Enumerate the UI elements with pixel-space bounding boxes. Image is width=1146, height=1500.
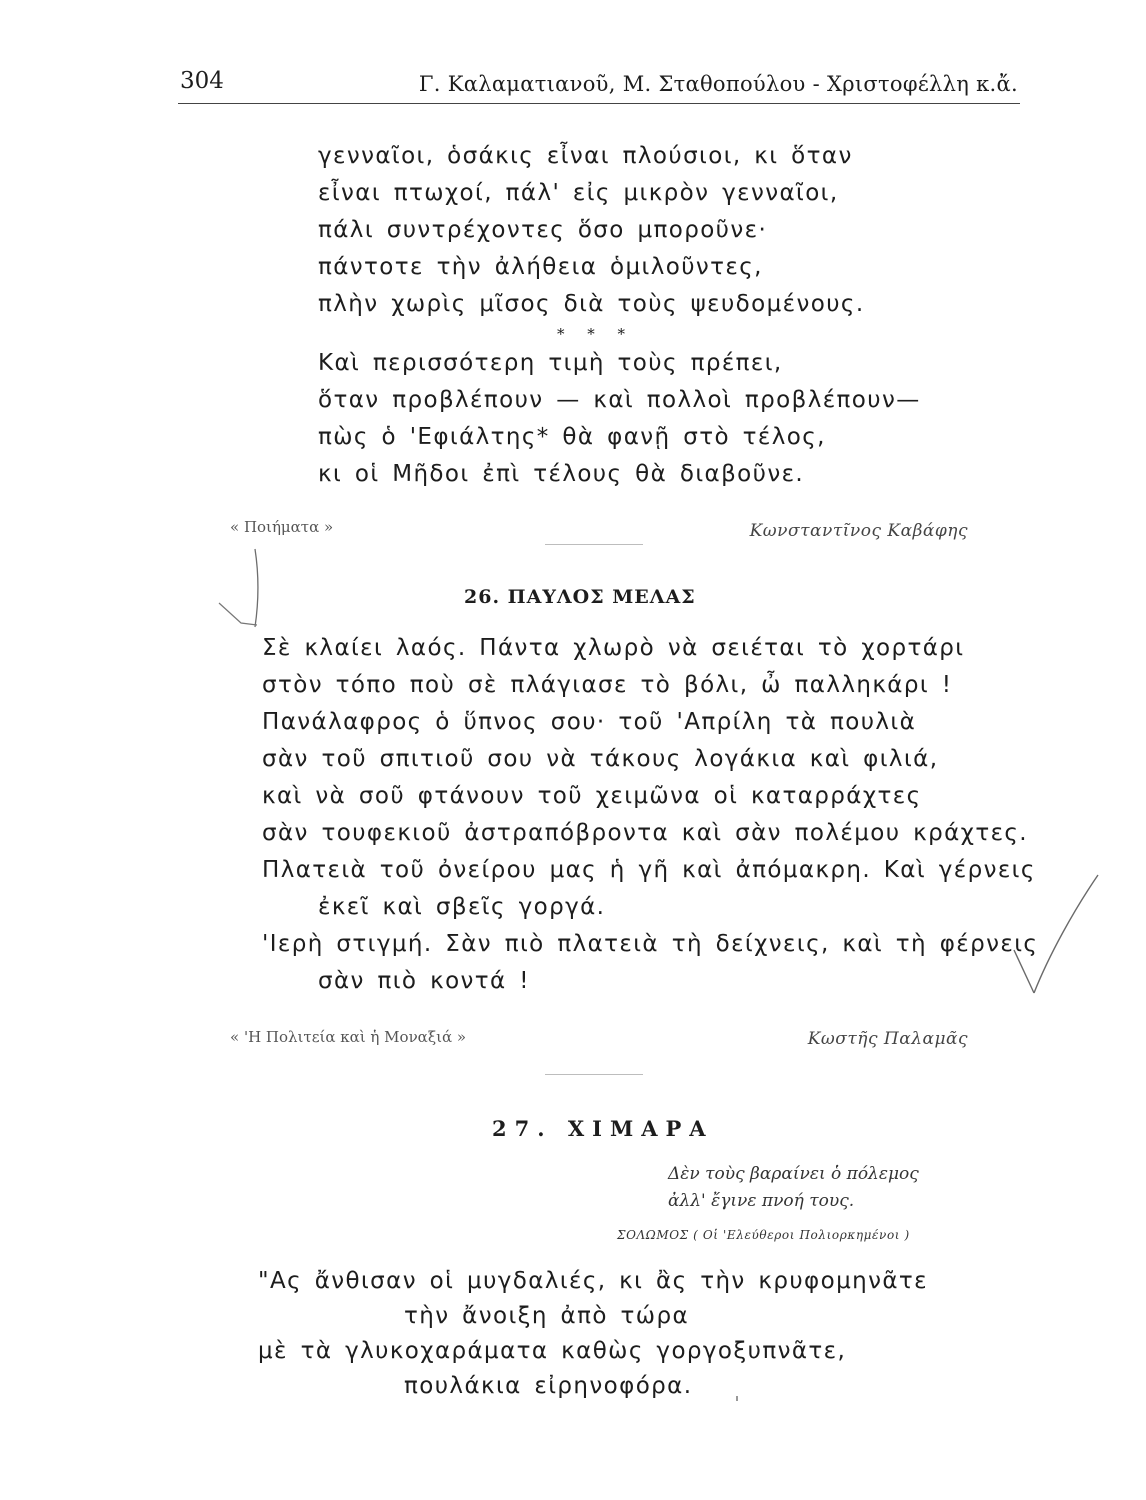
epigraph-line: ἀλλ' ἔγινε πνοή τους. xyxy=(668,1191,855,1211)
poem-line: 'Ιερὴ στιγμή. Σὰν πιὸ πλατειὰ τὴ δείχνεις, καὶ τὴ φέρνεις xyxy=(262,931,1039,957)
author-name: Κωνσταντῖνος Καβάφης xyxy=(749,521,968,541)
poem-line: ἐκεῖ καὶ σβεῖς γοργά. xyxy=(318,894,606,920)
poem-line: Πλατειὰ τοῦ ὀνείρου μας ἡ γῆ καὶ ἀπόμακρη. Καὶ γέρνεις xyxy=(262,857,1036,883)
poem-line: πάλι συντρέχοντες ὅσο μποροῦνε· xyxy=(318,217,768,243)
poem-line: "Ας ἄνθισαν οἱ μυγδαλιές, κι ἂς τὴν κρυφομηνᾶτε xyxy=(258,1268,928,1294)
poem-line: καὶ νὰ σοῦ φτάνουν τοῦ χειμῶνα οἱ καταρράχτες xyxy=(262,783,922,809)
section-title: 27. ΧΙΜΑΡΑ xyxy=(492,1116,714,1141)
poem-line: πὼς ὁ 'Εφιάλτης* θὰ φανῇ στὸ τέλος, xyxy=(318,424,826,450)
separator-rule xyxy=(545,1074,643,1075)
poem-line: πάντοτε τὴν ἀλήθεια ὁμιλοῦντες, xyxy=(318,254,763,280)
poem-line: μὲ τὰ γλυκοχαράματα καθὼς γοργοξυπνᾶτε, xyxy=(258,1338,847,1364)
poem-line: πλὴν χωρὶς μῖσος διὰ τοὺς ψευδομένους. xyxy=(318,291,865,317)
poem-line: τὴν ἄνοιξη ἀπὸ τώρα xyxy=(404,1303,690,1329)
source-citation: « 'Η Πολιτεία καὶ ἡ Μοναξιά » xyxy=(230,1028,467,1046)
ink-speck xyxy=(736,1396,738,1401)
poem-line: σὰν πιὸ κοντά ! xyxy=(318,968,530,994)
epigraph-source: ΣΟΛΩΜΟΣ ( Οἱ 'Ελεύθεροι Πολιορκημένοι ) xyxy=(617,1228,910,1242)
separator-rule xyxy=(545,544,643,545)
header-rule xyxy=(178,103,1020,104)
page-number: 304 xyxy=(180,68,224,94)
poem-line: Καὶ περισσότερη τιμὴ τοὺς πρέπει, xyxy=(318,350,783,376)
section-title: 26. ΠΑΥΛΟΣ ΜΕΛΑΣ xyxy=(464,586,696,608)
poem-line: Σὲ κλαίει λαός. Πάντα χλωρὸ νὰ σειέται τὸ χορτάρι xyxy=(262,635,965,661)
author-name: Κωστῆς Παλαμᾶς xyxy=(807,1029,968,1049)
poem-line: κι οἱ Μῆδοι ἐπὶ τέλους θὰ διαβοῦνε. xyxy=(318,461,805,487)
source-citation: « Ποιήματα » xyxy=(230,518,334,536)
check-mark-icon xyxy=(205,545,275,645)
check-mark-icon xyxy=(1004,865,1114,1015)
stanza-break: * * * xyxy=(557,325,635,343)
poem-line: πουλάκια εἰρηνοφόρα. xyxy=(404,1373,693,1399)
poem-line: Πανάλαφρος ὁ ὕπνος σου· τοῦ 'Απρίλη τὰ πουλιὰ xyxy=(262,709,917,735)
poem-line: εἶναι πτωχοί, πάλ' εἰς μικρὸν γενναῖοι, xyxy=(318,180,839,206)
poem-line: σὰν τουφεκιοῦ ἀστραπόβροντα καὶ σὰν πολέμου κράχτες. xyxy=(262,820,1029,846)
poem-line: γενναῖοι, ὁσάκις εἶναι πλούσιοι, κι ὅταν xyxy=(318,143,853,169)
poem-line: ὅταν προβλέπουν — καὶ πολλοὶ προβλέπουν— xyxy=(318,387,921,413)
running-head: Γ. Καλαματιανοῦ, Μ. Σταθοπούλου - Χριστοφέλλη κ.ἄ. xyxy=(418,72,1018,96)
epigraph-line: Δὲν τοὺς βαραίνει ὁ πόλεμος xyxy=(668,1164,919,1184)
poem-line: σὰν τοῦ σπιτιοῦ σου νὰ τάκους λογάκια καὶ φιλιά, xyxy=(262,746,939,772)
poem-line: στὸν τόπο ποὺ σὲ πλάγιασε τὸ βόλι, ὦ παλληκάρι ! xyxy=(262,672,953,698)
